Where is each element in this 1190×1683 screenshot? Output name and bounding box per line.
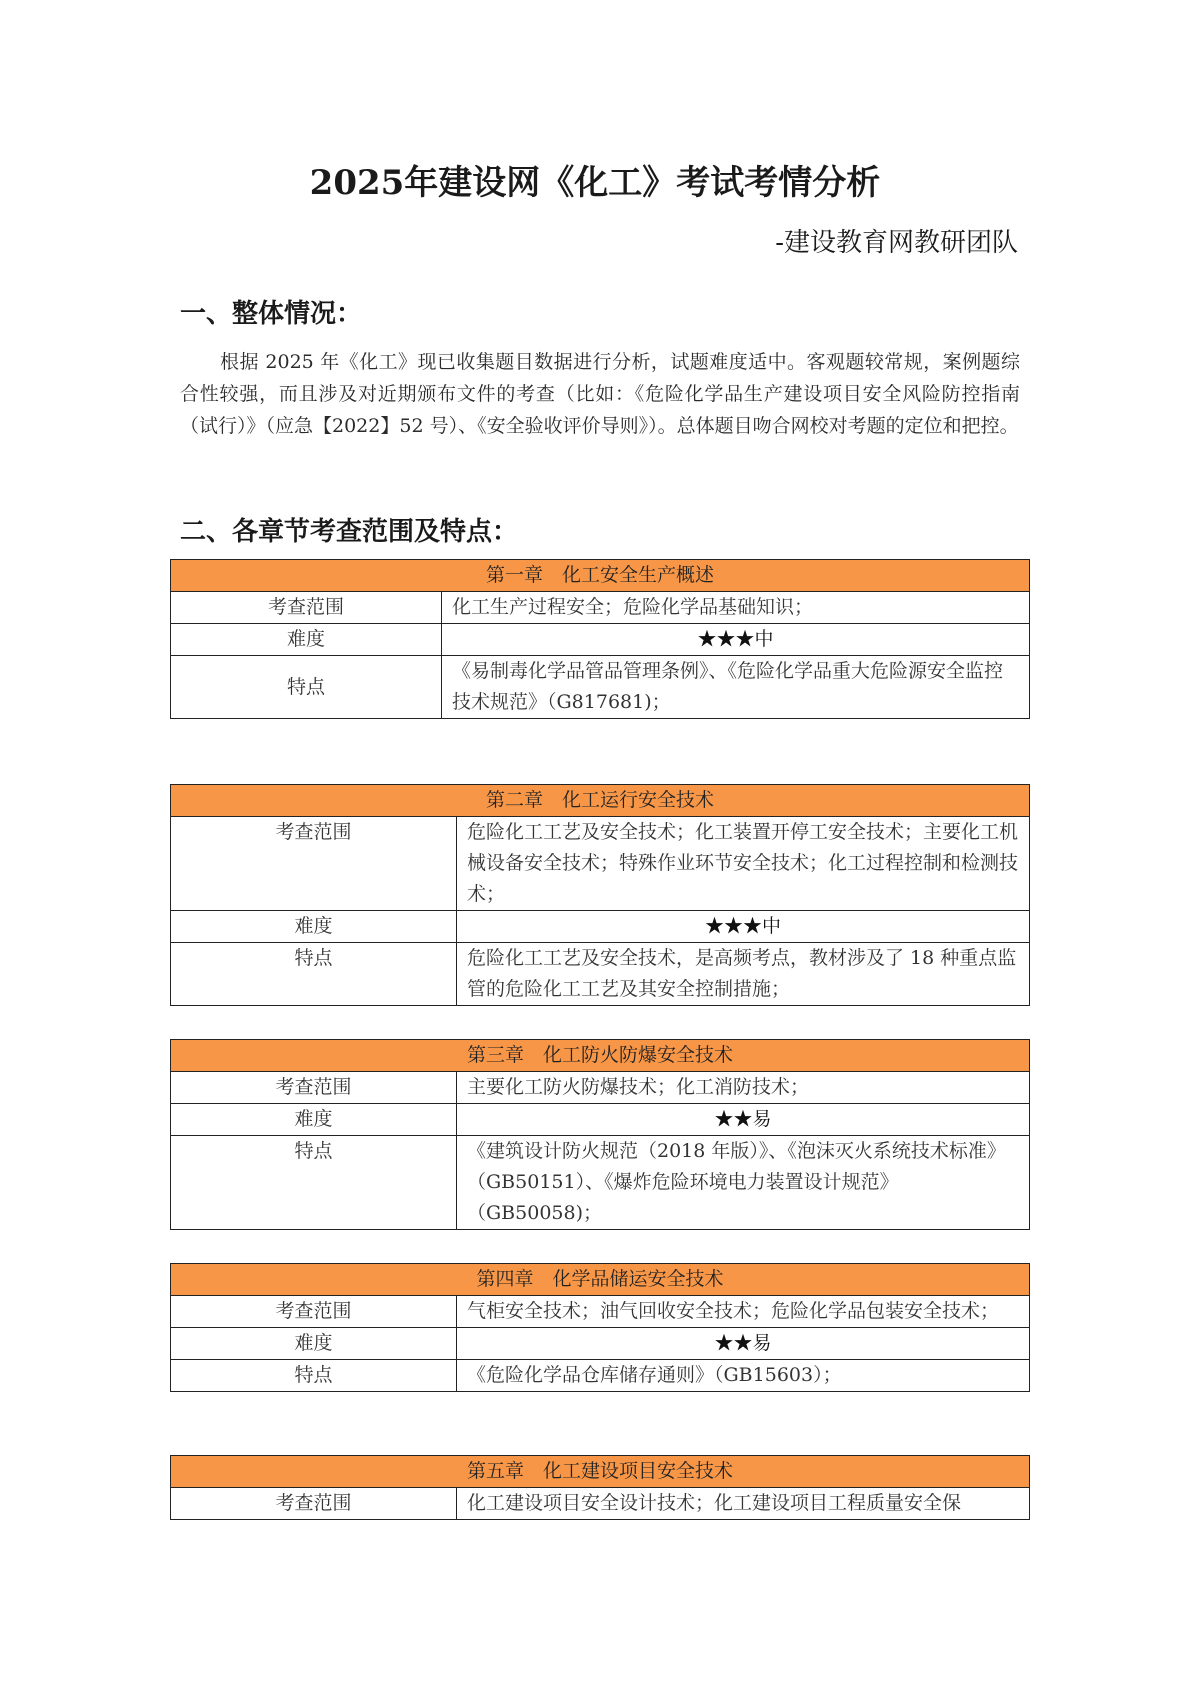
chapter-header-row bbox=[171, 785, 1030, 817]
scope-row bbox=[171, 1296, 1030, 1328]
chapter-header-row bbox=[171, 560, 1030, 592]
difficulty-value: ★★易 bbox=[457, 1328, 1030, 1360]
difficulty-value: ★★★中 bbox=[457, 911, 1030, 943]
scope-label: 考查范围 bbox=[171, 817, 457, 911]
features-label: 特点 bbox=[171, 1136, 457, 1230]
difficulty-label: 难度 bbox=[171, 911, 457, 943]
scope-value: 主要化工防火防爆技术；化工消防技术； bbox=[457, 1072, 1030, 1104]
overview-paragraph: 根据 2025 年《化工》现已收集题目数据进行分析，试题难度适中。客观题较常规，案例题综合性较强，而且涉及对近期颁布文件的考查（比如：《危险化学品生产建设项目安全风险防控指南（试行）》（应急【2022】52 号）、《安全验收评价导则》）。总体题目吻合网校对考题的定位和把控。 bbox=[180, 351, 1020, 437]
difficulty-row bbox=[171, 1104, 1030, 1136]
features-label: 特点 bbox=[171, 943, 457, 1006]
scope-row bbox=[171, 1488, 1030, 1520]
scope-label: 考查范围 bbox=[171, 1296, 457, 1328]
chapter-header-row bbox=[171, 1456, 1030, 1488]
difficulty-row bbox=[171, 624, 1030, 656]
scope-value: 化工建设项目安全设计技术；化工建设项目工程质量安全保 bbox=[457, 1488, 1030, 1520]
scope-value: 危险化工工艺及安全技术；化工装置开停工安全技术；主要化工机械设备安全技术；特殊作业环节安全技术；化工过程控制和检测技术； bbox=[457, 817, 1030, 911]
difficulty-label: 难度 bbox=[171, 624, 442, 656]
scope-row bbox=[171, 1072, 1030, 1104]
document-byline: -建设教育网教研团队 bbox=[775, 228, 1018, 258]
features-value: 《危险化学品仓库储存通则》（GB15603）； bbox=[457, 1360, 1030, 1392]
chapter-title: 第一章 化工安全生产概述 bbox=[171, 560, 1030, 592]
chapter-title: 第五章 化工建设项目安全技术 bbox=[171, 1456, 1030, 1488]
features-row bbox=[171, 943, 1030, 1006]
difficulty-row bbox=[171, 911, 1030, 943]
section-heading-chapters: 二、各章节考查范围及特点： bbox=[180, 517, 519, 547]
document-title: 2025年建设网《化工》考试考情分析 bbox=[309, 163, 881, 203]
difficulty-value: ★★易 bbox=[457, 1104, 1030, 1136]
features-value: 《建筑设计防火规范（2018 年版）》、《泡沫灭火系统技术标准》（GB50151）、《爆炸危险环境电力装置设计规范》（GB50058)； bbox=[457, 1136, 1030, 1230]
scope-label: 考查范围 bbox=[171, 1072, 457, 1104]
chapter-header-row bbox=[171, 1040, 1030, 1072]
features-row bbox=[171, 1360, 1030, 1392]
scope-value: 气柜安全技术；油气回收安全技术；危险化学品包装安全技术； bbox=[457, 1296, 1030, 1328]
scope-value: 化工生产过程安全；危险化学品基础知识； bbox=[442, 592, 1030, 624]
features-label: 特点 bbox=[171, 1360, 457, 1392]
features-row bbox=[171, 656, 1030, 719]
section-heading-overview: 一、整体情况： bbox=[180, 299, 363, 329]
chapter-table bbox=[170, 784, 1030, 1006]
scope-row bbox=[171, 592, 1030, 624]
chapter-table bbox=[170, 1455, 1030, 1520]
chapter-title: 第三章 化工防火防爆安全技术 bbox=[171, 1040, 1030, 1072]
scope-label: 考查范围 bbox=[171, 592, 442, 624]
features-value: 危险化工工艺及安全技术，是高频考点，教材涉及了 18 种重点监管的危险化工工艺及其安全控制措施； bbox=[457, 943, 1030, 1006]
features-row bbox=[171, 1136, 1030, 1230]
chapter-title: 第二章 化工运行安全技术 bbox=[171, 785, 1030, 817]
features-value: 《易制毒化学品管品管理条例》、《危险化学品重大危险源安全监控技术规范》（G817681)； bbox=[442, 656, 1030, 719]
chapter-table bbox=[170, 1263, 1030, 1392]
chapter-table bbox=[170, 559, 1030, 719]
difficulty-label: 难度 bbox=[171, 1104, 457, 1136]
difficulty-value: ★★★中 bbox=[442, 624, 1030, 656]
scope-label: 考查范围 bbox=[171, 1488, 457, 1520]
chapter-table bbox=[170, 1039, 1030, 1230]
difficulty-row bbox=[171, 1328, 1030, 1360]
chapter-header-row bbox=[171, 1264, 1030, 1296]
chapter-title: 第四章 化学品储运安全技术 bbox=[171, 1264, 1030, 1296]
difficulty-label: 难度 bbox=[171, 1328, 457, 1360]
features-label: 特点 bbox=[171, 656, 442, 719]
scope-row bbox=[171, 817, 1030, 911]
